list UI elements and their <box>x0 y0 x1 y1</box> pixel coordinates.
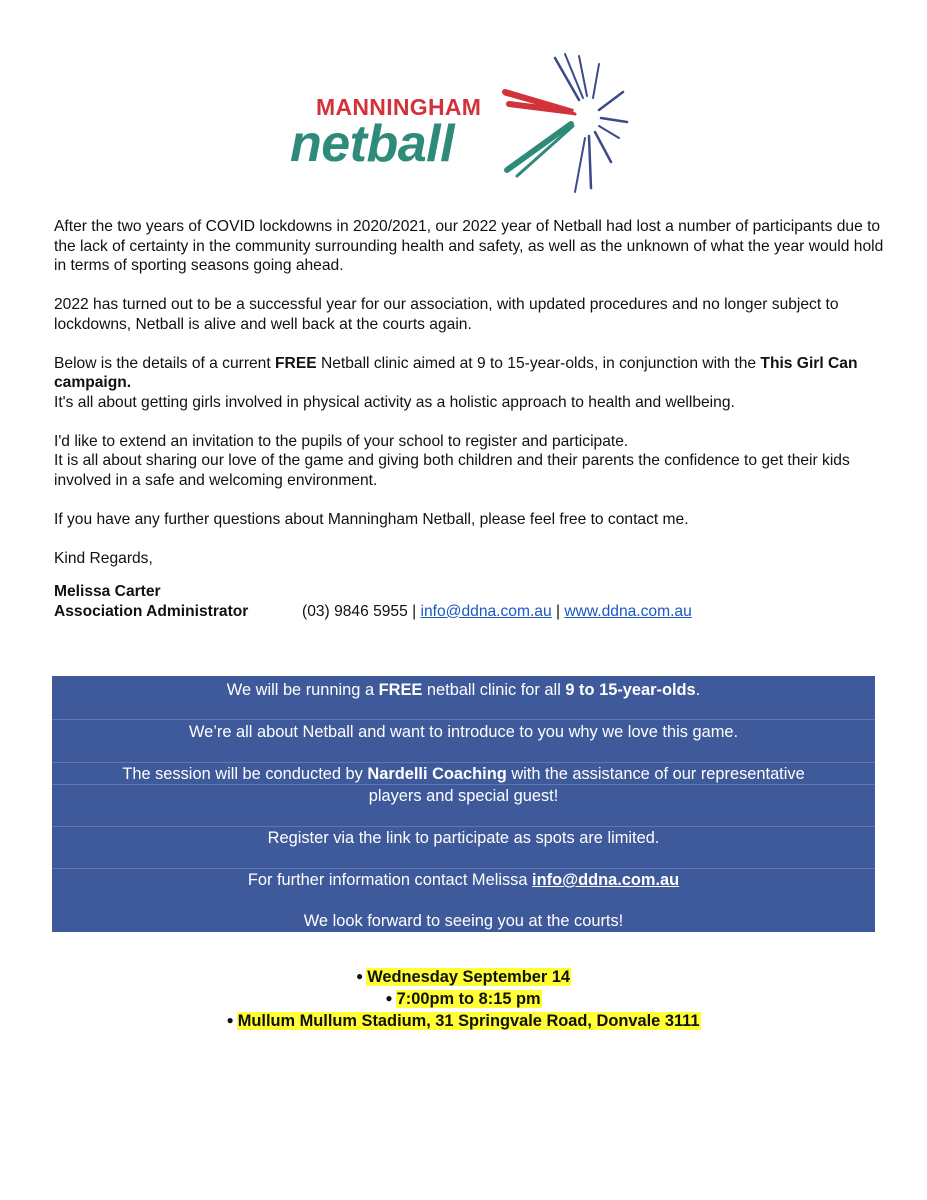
box-text: The session will be conducted by <box>122 765 368 783</box>
signature-website-link[interactable]: www.ddna.com.au <box>564 602 692 620</box>
logo-manningham-text: MANNINGHAM <box>316 94 482 120</box>
box-line-about: We’re all about Netball and want to introduce to you why we love this game. <box>188 723 739 741</box>
campaign-emphasis: This Girl Can campaign. <box>54 354 858 391</box>
box-age-emphasis: 9 to 15-year-olds <box>565 681 696 699</box>
event-details <box>0 966 927 1032</box>
box-free-emphasis: FREE <box>378 681 423 699</box>
closing-text: Kind Regards, <box>54 549 153 567</box>
event-time: 7:00pm to 8:15 pm <box>396 990 541 1008</box>
box-text: with the assistance of our representative <box>506 765 805 783</box>
starburst-icon <box>495 52 645 200</box>
signature-phone: (03) 9846 5955 | <box>302 602 421 620</box>
paragraph-successful-year: 2022 has turned out to be a successful year for our association, with updated procedures and no longer subject to lockdowns, Netball is alive and well back at the courts again. <box>54 296 839 333</box>
bullet-icon: ● <box>385 991 393 1005</box>
box-divider <box>52 762 875 763</box>
box-line-free-clinic <box>52 681 875 700</box>
box-email-link[interactable]: info@ddna.com.au <box>532 871 680 889</box>
free-emphasis: FREE <box>275 354 317 372</box>
box-coach-emphasis: Nardelli Coaching <box>367 765 507 783</box>
box-divider <box>52 868 875 869</box>
clinic-text-a: Below is the details of a current <box>54 354 276 372</box>
box-line-register: Register via the link to participate as spots are limited. <box>267 829 660 847</box>
bullet-icon: ● <box>355 969 364 983</box>
invitation-text-a: I'd like to extend an invitation to the pupils of your school to register and participate. <box>54 432 629 450</box>
paragraph-clinic-details <box>54 354 884 413</box>
signature-name: Melissa Carter <box>54 583 161 600</box>
bullet-icon: ● <box>226 1013 234 1027</box>
event-date: Wednesday September 14 <box>367 968 571 986</box>
box-line-contact <box>52 871 875 890</box>
box-line-closing: We look forward to seeing you at the courts! <box>303 912 624 930</box>
signature-title: Association Administrator <box>54 602 249 620</box>
event-time-item <box>0 988 927 1010</box>
signature-contact <box>302 602 692 622</box>
clinic-text-b: Netball clinic aimed at 9 to 15-year-olds, in conjunction with the <box>316 354 761 372</box>
box-divider <box>52 784 875 785</box>
signature-email-link[interactable]: info@ddna.com.au <box>420 602 552 620</box>
logo-netball-text: netball <box>290 115 455 173</box>
letter-body <box>54 217 884 588</box>
manningham-netball-logo <box>280 52 640 200</box>
paragraph-questions: If you have any further questions about Manningham Netball, please feel free to contact me. <box>54 510 689 528</box>
invitation-text-b: It is all about sharing our love of the game and giving both children and their parents the confidence to get their kids involved in a safe and welcoming environment. <box>54 452 850 489</box>
box-line-session <box>52 765 875 784</box>
paragraph-invitation <box>54 432 884 491</box>
box-text: We will be running a <box>226 681 379 699</box>
box-text: . <box>695 681 701 699</box>
box-text: netball clinic for all <box>422 681 566 699</box>
event-date-item <box>0 966 927 988</box>
box-divider <box>52 719 875 720</box>
box-divider <box>52 826 875 827</box>
paragraph-covid: After the two years of COVID lockdowns in 2020/2021, our 2022 year of Netball had lost a number of participants due to the lack of certainty in the community surrounding health and safety, as well as the unknown of what the year would hold in terms of sporting seasons going ahead. <box>54 218 884 274</box>
signature-block <box>54 582 692 621</box>
signature-row <box>54 602 692 622</box>
box-text: For further information contact Melissa <box>247 871 533 889</box>
clinic-info-box <box>52 676 875 932</box>
box-line-guests: players and special guest! <box>368 787 559 805</box>
clinic-text-c: It's all about getting girls involved in physical activity as a holistic approach to health and wellbeing. <box>54 393 735 411</box>
event-venue-item <box>0 1010 927 1032</box>
event-venue: Mullum Mullum Stadium, 31 Springvale Road, Donvale 3111 <box>237 1012 700 1030</box>
signature-separator: | <box>551 602 565 620</box>
